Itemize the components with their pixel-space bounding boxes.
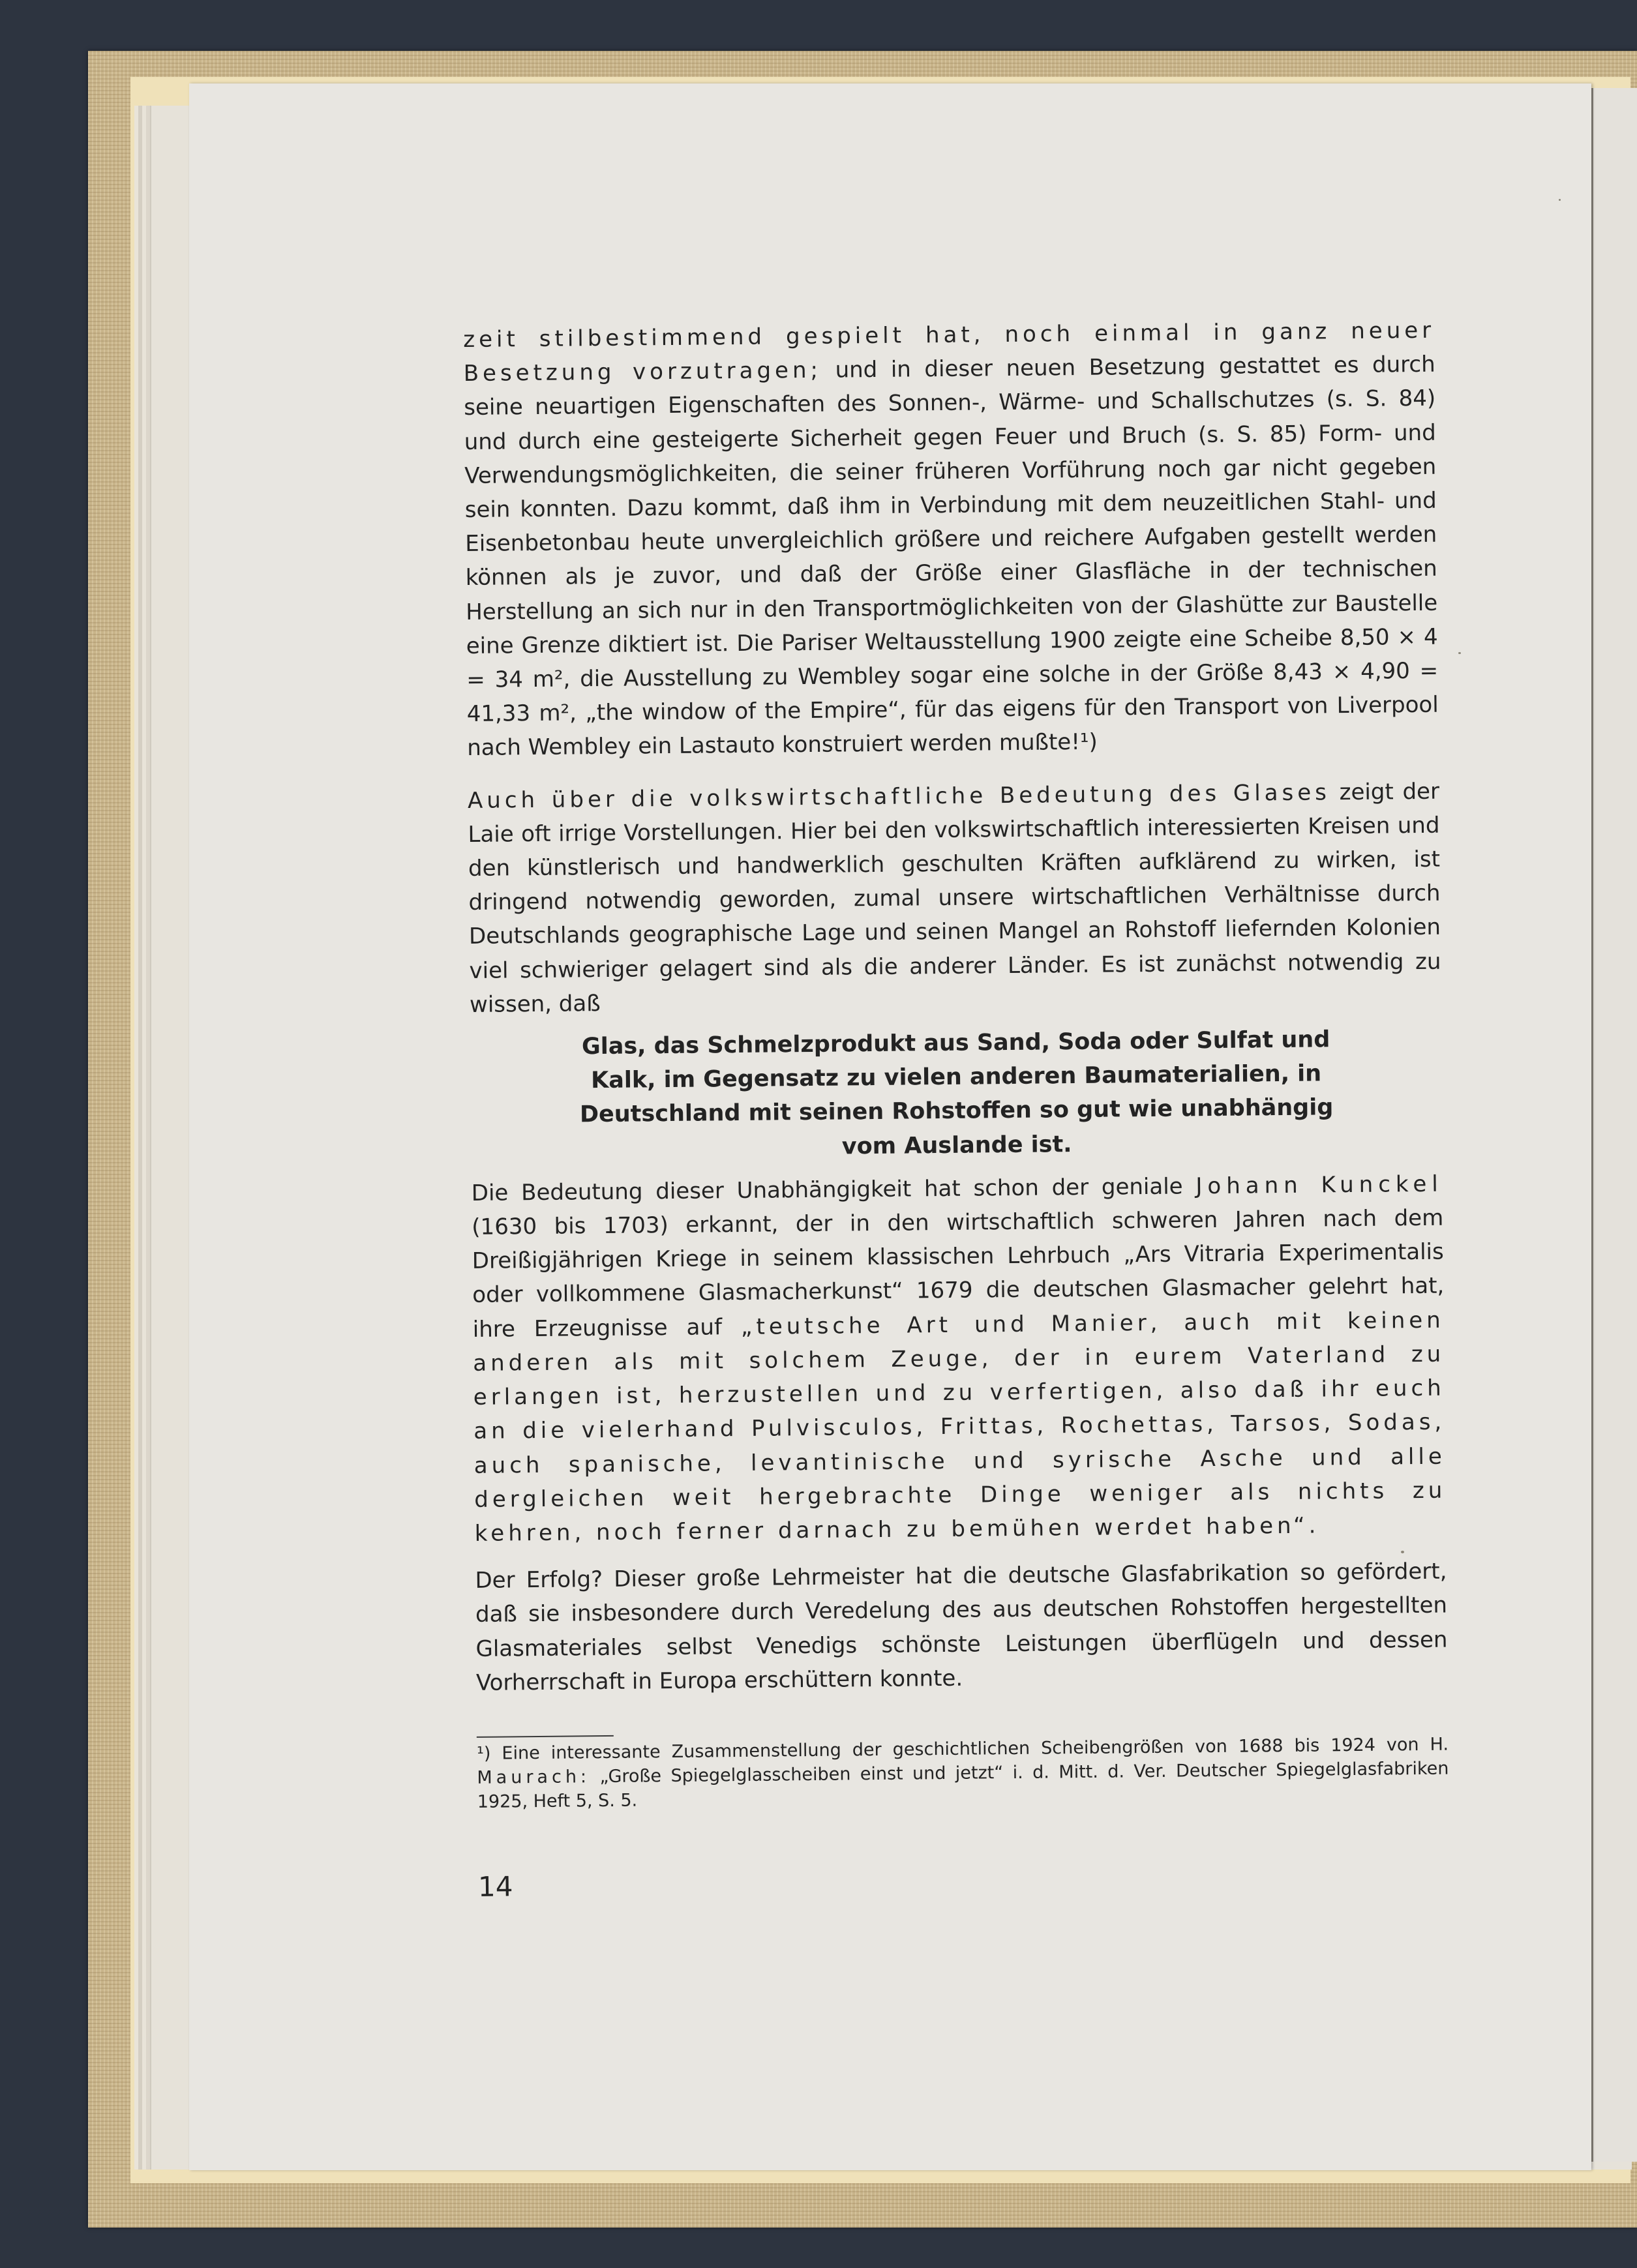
paragraph-1 [463,314,1439,766]
paragraph-3 [472,1167,1447,1551]
page-number: 14 [477,1870,513,1903]
footnote [477,1733,1449,1814]
page-text [463,314,1450,1904]
spaced-heading-text: Auch über die volkswirtschaftliche Bedeutung des Glases [467,779,1331,814]
paragraph-3-middle: (1630 bis 1703) erkannt, der in den wirtschaftlich schweren Jahren nach dem Dreißigjährigen Kriege in seinem klassischen Lehrbuch „Ars Vitraria Experimentalis oder vollkommene Glasmacherkunst“ 1679 die deutschen Glasmacher gelehrt hat, ihre Erzeugnisse auf [472,1204,1445,1343]
paper-speck [1559,199,1561,201]
person-name: Johann Kunckel [1195,1171,1443,1200]
paragraph-1-body: und in dieser neuen Besetzung gestattet es durch seine neuartigen Eigenschaften des Sonnen-, Wärme- und Schallschutzes (s. S. 84) und durch eine gesteigerte Sicherheit gegen Feuer und Bruch (s. S. 85) Form- und Verwendungsmöglichkeiten, die seiner früheren Vorführung noch gar nicht gegeben sein konnten. Dazu kommt, daß ihm in Verbindung mit dem neuzeitlichen Stahl- und Eisenbetonbau heute unvergleichlich größere und reichere Aufgaben gestellt werden können als je zuvor, und daß der Größe einer Glasfläche in der technischen Herstellung an sich nur in den Transportmöglichkeiten von der Glashütte zur Baustelle eine Grenze diktiert ist. Die Pariser Weltausstellung 1900 zeigte eine Scheibe 8,50 × 4 = 34 m², die Ausstellung zu Wembley sogar eine solche in der Größe 8,43 × 4,90 = 41,33 m², „the window of the Empire“, für das eigens für den Transport von Liverpool nach Wembley ein Lastauto konstruiert werden mußte!¹) [464,351,1439,762]
footnote-end: „Große Spiegelglasscheiben einst und jetzt“ i. d. Mitt. d. Ver. Deutscher Spiegelglasfabriken 1925, Heft 5, S. 5. [477,1758,1449,1812]
footnote-divider [477,1735,614,1738]
emphasis-statement: Glas, das Schmelzprodukt aus Sand, Soda oder Sulfat und Kalk, im Gegensatz zu vielen anderen Baumaterialien, in Deutschland mit seinen Rohstoffen so gut wie unabhängig vom Auslande ist. [579,1026,1334,1160]
footnote-start: ¹) Eine interessante Zusammenstellung der geschichtlichen Scheibengrößen von 1688 bis 1924 von H. [476,1734,1449,1764]
paragraph-4: Der Erfolg? Dieser große Lehrmeister hat die deutsche Glasfabrikation so gefördert, daß sie insbesondere durch Veredelung des aus deutschen Rohstoffen hergestellten Glasmateriales selbst Venedigs schönste Leistungen überflügeln und dessen Vorherrschaft in Europa erschüttern konnte. [475,1558,1448,1696]
paragraph-3-start: Die Bedeutung dieser Unabhängigkeit hat schon der geniale [471,1173,1196,1206]
spaced-text: zeit stilbestimmend gespielt hat, noch einmal in ganz neuer Besetzung vorzutragen; [463,317,1435,387]
footnote-author: Maurach: [477,1767,591,1788]
facing-page-edge [1591,88,1637,2162]
paragraph-2-body: zeigt der Laie oft irrige Vorstellungen. Hier bei den volkswirtschaftlich interessierten Kreisen und den künstlerisch und handwerklich geschulten Kräften aufklärend zu wirken, ist dringend notwendig geworden, zumal unsere wirtschaftlichen Verhältnisse durch Deutschlands geographische Lage und seinen Mangel an Rohstoff liefernden Kolonien viel schwieriger gelagert sind als die anderer Länder. Es ist zunächst notwendig zu wissen, daß [468,778,1441,1018]
kunckel-quote: „teutsche Art und Manier, auch mit keinen anderen als mit solchem Zeuge, der in eurem Vaterland zu erlangen ist, herzustellen und zu verfertigen, also daß ihr euch an die vielerhand Pulvisculos, Frittas, Rochettas, Tarsos, Sodas, auch spanische, levantinische und syrische Asche und alle dergleichen weit hergebrachte Dinge weniger als nichts zu kehren, noch ferner darnach zu bemühen werdet haben“. [473,1307,1447,1547]
paragraph-2 [468,774,1441,1022]
paper-speck [1401,1551,1404,1553]
paper-speck [1458,652,1461,654]
